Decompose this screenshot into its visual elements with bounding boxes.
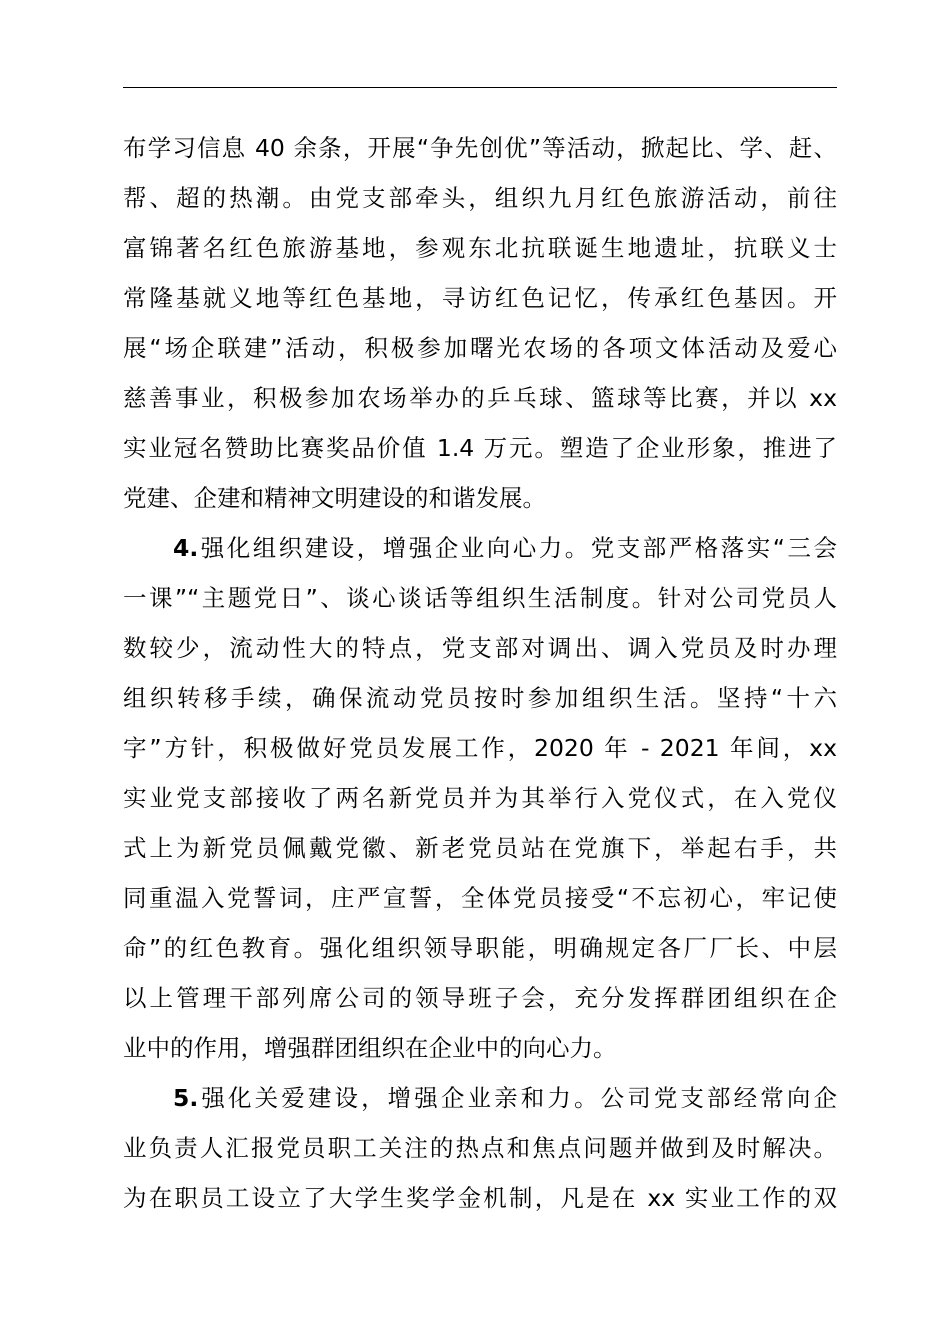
paragraph-number: 5. <box>173 1084 199 1112</box>
text-line: 强化组织建设，增强企业向心力。党支部严格落实“三会 <box>198 534 837 562</box>
text-line: 强化关爱建设，增强企业亲和力。公司党支部经常向企 <box>198 1084 837 1112</box>
paragraph-number: 4. <box>173 534 199 562</box>
text-line: 为在职员工设立了大学生奖学金机制，凡是在 xx 实业工作的双 <box>123 1184 837 1212</box>
text-line: 帮、超的热潮。由党支部牵头，组织九月红色旅游活动，前往 <box>123 184 837 212</box>
text-line-first <box>123 1073 837 1123</box>
text-line: 组织转移手续，确保流动党员按时参加组织生活。坚持“十六 <box>123 684 837 712</box>
header-rule <box>123 87 837 88</box>
text-line: 布学习信息 40 余条，开展“争先创优”等活动，掀起比、学、赶、 <box>123 134 837 162</box>
text-line: 同重温入党誓词，庄严宣誓，全体党员接受“不忘初心，牢记使 <box>123 884 837 912</box>
text-line: 字”方针，积极做好党员发展工作，2020 年 - 2021 年间，xx <box>123 734 837 762</box>
paragraph-5 <box>123 1073 837 1223</box>
text-line: 党建、企建和精神文明建设的和谐发展。 <box>123 484 546 512</box>
text-line: 一课”“主题党日”、谈心谈话等组织生活制度。针对公司党员人 <box>123 584 837 612</box>
text-line: 业中的作用，增强群团组织在企业中的向心力。 <box>123 1034 617 1062</box>
document-body <box>123 123 837 1223</box>
text-line: 常隆基就义地等红色基地，寻访红色记忆，传承红色基因。开 <box>123 284 837 312</box>
text-line: 实业冠名赞助比赛奖品价值 1.4 万元。塑造了企业形象，推进了 <box>123 434 837 462</box>
text-line: 数较少，流动性大的特点，党支部对调出、调入党员及时办理 <box>123 634 837 662</box>
text-line: 慈善事业，积极参加农场举办的乒乓球、篮球等比赛，并以 xx <box>123 384 837 412</box>
text-line: 以上管理干部列席公司的领导班子会，充分发挥群团组织在企 <box>123 984 837 1012</box>
text-line: 式上为新党员佩戴党徽、新老党员站在党旗下，举起右手，共 <box>123 834 837 862</box>
text-line: 富锦著名红色旅游基地，参观东北抗联诞生地遗址，抗联义士 <box>123 234 837 262</box>
text-line: 命”的红色教育。强化组织领导职能，明确规定各厂厂长、中层 <box>123 934 837 962</box>
paragraph <box>123 123 837 523</box>
paragraph-4 <box>123 523 837 1073</box>
text-line-first <box>123 523 837 573</box>
text-line: 实业党支部接收了两名新党员并为其举行入党仪式，在入党仪 <box>123 784 837 812</box>
text-line: 业负责人汇报党员职工关注的热点和焦点问题并做到及时解决。 <box>123 1134 837 1162</box>
text-line: 展“场企联建”活动，积极参加曙光农场的各项文体活动及爱心 <box>123 334 837 362</box>
